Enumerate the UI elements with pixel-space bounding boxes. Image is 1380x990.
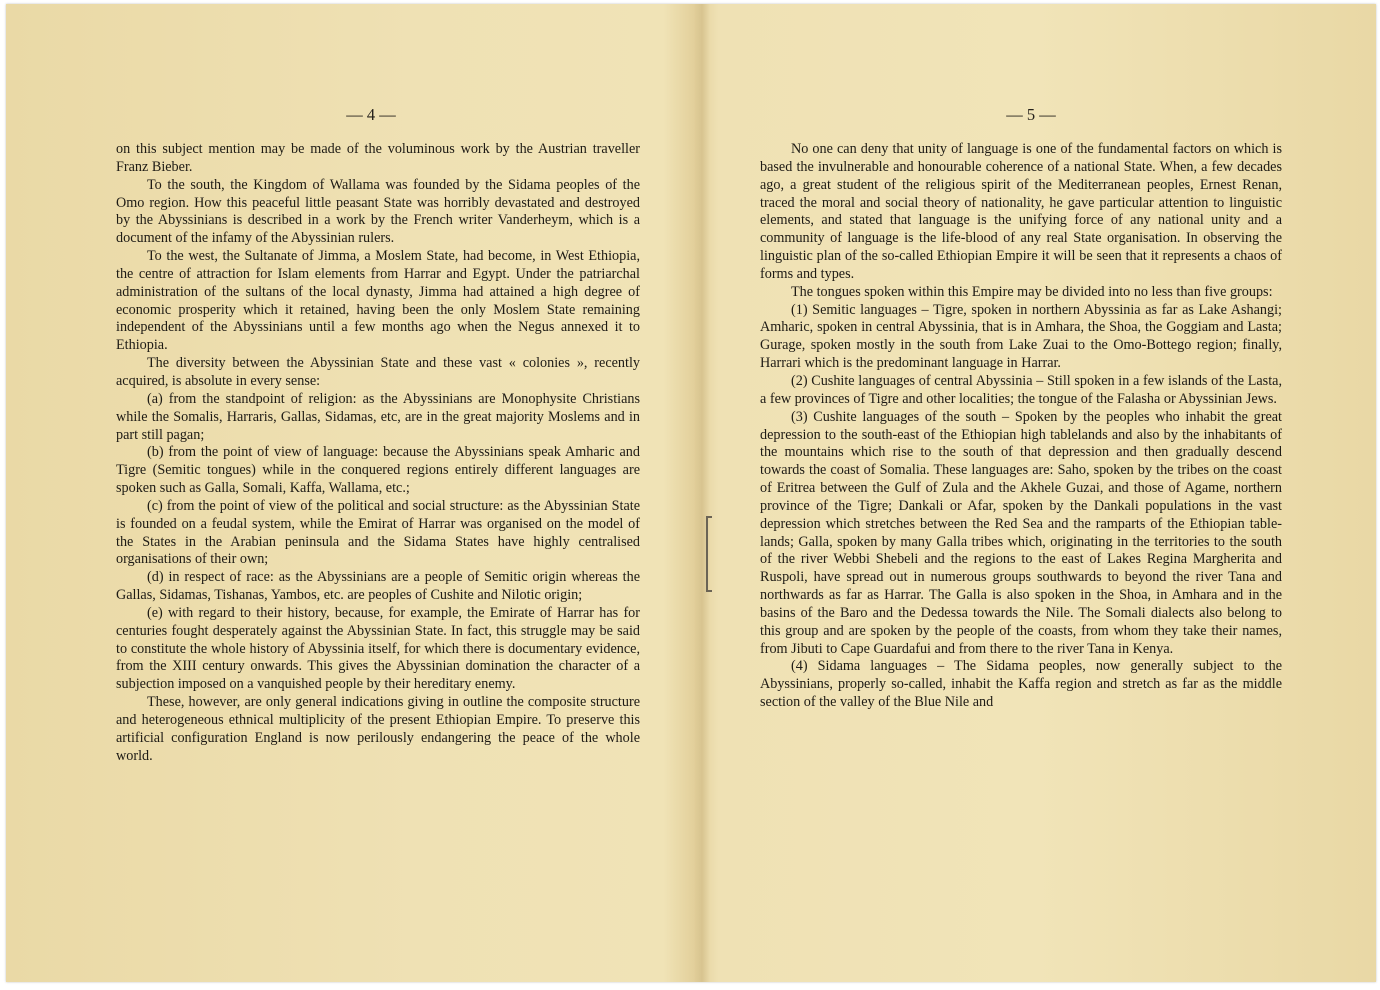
paragraph: These, however, are only general indications giving in outline the composite structure and heterogeneous ethnical multiplicity of the present Ethiopian Empire. To preserve this artificial configuration England is now perilously endangering the peace of the whole world.	[116, 694, 640, 764]
paragraph: (a) from the standpoint of religion: as the Abyssinians are Monophysite Christians while the Somalis, Harraris, Gallas, Sidamas, etc, are in the great majority Moslems and in part still pagan;	[116, 390, 640, 443]
paragraph: To the south, the Kingdom of Wallama was founded by the Sidama peoples of the Omo region. How this peaceful little peasant State was horribly devastated and destroyed by the Abyssinians is described in a work by the French writer Vanderheym, which is a document of the infamy of the Abyssinian rulers.	[116, 176, 640, 247]
paragraph: (d) in respect of race: as the Abyssinians are a people of Semitic origin whereas the Gallas, Sidamas, Tishanas, Yambos, etc. are peoples of Cushite and Nilotic origin;	[116, 569, 640, 604]
paragraph: No one can deny that unity of language is one of the fundamental factors on which is based the invulnerable and honourable coherence of a national State. When, a few decades ago, a great student of the religious spirit of the Mediterranean peoples, Ernest Renan, traced the moral and social theory of nationality, he gave particular attention to linguistic elements, and stated that language is the unifying force of any national unity and a community of language is the life-blood of any real State organisation. In observing the linguistic plan of the so-called Ethiopian Empire it will be seen that it represents a chaos of forms and types.	[760, 141, 1282, 282]
paragraph: (c) from the point of view of the political and social structure: as the Abyssinian State is founded on a feudal system, while the Emirat of Harrar was organised on the model of the States in the Arabian peninsula and the Sidama States have highly centralised organisations of their own;	[116, 497, 640, 568]
paragraph: (4) Sidama languages – The Sidama peoples, now generally subject to the Abyssinians, properly so-called, inhabit the Kaffa region and stretch as far as the middle section of the valley of the Blue Nile and	[760, 658, 1282, 711]
paragraph: (1) Semitic languages – Tigre, spoken in northern Abyssinia as far as Lake Ashangi; Amharic, spoken in central Abyssinia, that is in Amhara, the Shoa, the Goggiam and Lasta; Gurage, spoken mostly in the south from Lake Zuai to the Omo-Bottego region; finally, Harrari which is the predominant language in Harrar.	[760, 301, 1282, 372]
page-number: — 5 —	[1006, 105, 1056, 124]
paragraph: To the west, the Sultanate of Jimma, a Moslem State, had become, in West Ethiopia, the centre of attraction for Islam elements from Harrar and Egypt. Under the patriarchal administration of the sultans of the local dynasty, Jimma had attained a high degree of economic prosperity which it retained, having been the only Moslem State remaining independent of the Abyssinians until a few months ago when the Negus annexed it to Ethiopia.	[116, 248, 640, 354]
book-spread	[6, 4, 1376, 982]
paragraph: on this subject mention may be made of the voluminous work by the Austrian traveller Franz Bieber.	[116, 141, 640, 175]
paragraph: (e) with regard to their history, because, for example, the Emirate of Harrar has for centuries fought desperately against the Abyssinian State. In fact, this struggle may be said to constitute the whole history of Abyssinia itself, for which there is documentary evidence, from the XIII century onwards. This gives the Abyssinian domination the character of a subjection imposed on a vanquished people by their hereditary enemy.	[116, 604, 640, 693]
paragraph: (b) from the point of view of language: because the Abyssinians speak Amharic and Tigre (Semitic tongues) while in the conquered regions entirely different languages are spoken such as Galla, Somali, Kaffa, Wallama, etc.;	[116, 444, 640, 497]
page-body	[760, 141, 1282, 712]
right-page	[708, 4, 1376, 982]
paragraph: (2) Cushite languages of central Abyssinia – Still spoken in a few islands of the Lasta, a few provinces of Tigre and other localities; the tongue of the Falasha or Abyssinian Jews.	[760, 372, 1282, 407]
paragraph: The diversity between the Abyssinian State and these vast « colonies », recently acquired, is absolute in every sense:	[116, 355, 640, 389]
page-body	[116, 141, 640, 766]
left-page	[6, 4, 694, 982]
page-number: — 4 —	[346, 105, 396, 124]
paragraph: (3) Cushite languages of the south – Spoken by the peoples who inhabit the great depression to the south-east of the Ethiopian high tablelands and also by the inhabitants of the mountains which rise to the south of that depression and then gradually descend towards the coast of Somalia. These languages are: Saho, spoken by the tribes on the coast of Eritrea between the Gulf of Zula and the Akhele Guzai, and those of Agame, northern province of the Tigre; Dankali or Afar, spoken by the Dankali populations in the vast depression which stretches between the Red Sea and the ramparts of the Ethiopian table-lands; Galla, spoken by many Galla tribes which, originating in the territories to the south of the river Webbi Shebeli and the regions to the east of Lakes Regina Margherita and Ruspoli, have spread out in numerous groups southwards to beyond the river Tana and northwards as far as Harrar. The Galla is also spoken in the Shoa, in Amhara and in the basins of the Baro and the Dedessa towards the Nile. The Somali dialects also belong to this group and are spoken by the people of the coasts, from whom they take their names, from Jibuti to Cape Guardafui and from there to the river Tana in Kenya.	[760, 408, 1282, 657]
paragraph: The tongues spoken within this Empire may be divided into no less than five groups:	[791, 283, 1273, 300]
